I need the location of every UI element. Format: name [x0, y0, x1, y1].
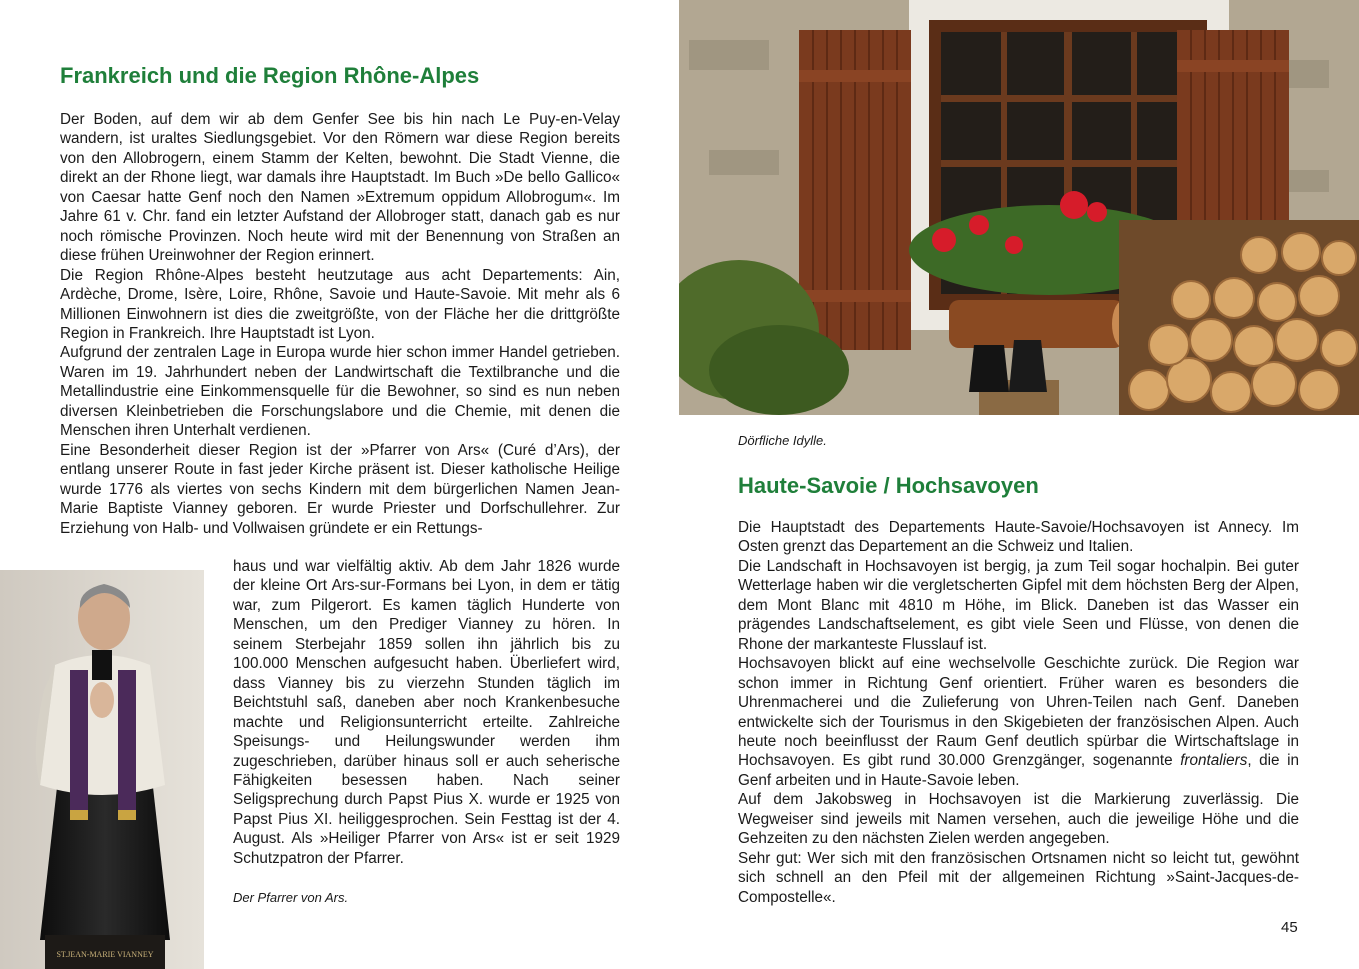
text-run: , die in Genf arbeiten und in Haute-Savoie leben.: [738, 752, 1299, 789]
left-page-title: Frankreich und die Region Rhône-Alpes: [60, 63, 480, 88]
right-body-text: [738, 518, 1299, 907]
paragraph: Die Hauptstadt des Departements Haute-Savoie/Hochsavoyen ist Annecy. Im Osten grenzt das Departement an die Schweiz und Italien.: [738, 519, 1299, 556]
paragraph: [738, 654, 1299, 790]
window-illustration: [679, 0, 1359, 415]
right-page-title: Haute-Savoie / Hochsavoyen: [738, 473, 1039, 498]
statue-plaque-text: ST.JEAN-MARIE VIANNEY: [56, 950, 154, 959]
window-photo: [679, 0, 1359, 415]
left-body-text-wrapped: [233, 557, 620, 868]
paragraph: Eine Besonderheit dieser Region ist der »Pfarrer von Ars« (Curé d’Ars), der entlang unserer Route in fast jeder Kirche präsent ist. Dieser katholische Heilige wurde 1776 als viertes von sechs Kindern mit dem bürgerlichen Namen Jean-Marie Baptiste Vianney geboren. Er wurde Priester und Dorfschullehrer. Zur Erziehung von Halb- und Vollwaisen gründete er ein Rettungs-: [60, 441, 620, 537]
paragraph: Auf dem Jakobsweg in Hochsavoyen ist die Markierung zuverlässig. Die Wegweiser sind jeweils mit Namen versehen, auch die jeweilige Höhe und die Gehzeiten zu den nächsten Zielen werden angegeben.: [738, 791, 1299, 848]
statue-photo: [0, 570, 204, 969]
statue-illustration: [0, 570, 204, 969]
paragraph: haus und war vielfältig aktiv. Ab dem Jahr 1826 wurde der kleine Ort Ars-sur-Formans bei Lyon, in dem er tätig war, zum Pilgerort. Es kamen täglich Hunderte von Menschen, um den Prediger Vianney zu hören. In seinem Sterbejahr 1859 sollen ihn jährlich bis zu 100.000 Menschen aufgesucht haben. Überliefert wird, dass Vianney bis zu vierzehn Stunden täglich im Beichtstuhl saß, daneben aber noch Krankenbesuche machte und Religionsunterricht erteilte. Zahlreiche Speisungs- und Heilungswunder werden ihm zugeschrieben, darüber hinaus soll er auch seherische Fähigkeiten besessen haben. Nach seiner Seligsprechung durch Papst Pius X. wurde er 1925 von Papst Pius XI. heiliggesprochen. Sein Festtag ist der 4. August. Als »Heiliger Pfarrer von Ars« ist er seit 1929 Schutzpatron der Pfarrer.: [233, 558, 620, 867]
paragraph: Die Landschaft in Hochsavoyen ist bergig, ja zum Teil sogar hochalpin. Bei guter Wetterlage haben wir die vergletscherten Gipfel mit dem höchsten Berg der Alpen, dem Mont Blanc mit 4810 m Höhe, im Blick. Daneben ist das Wasser ein prägendes Landschaftselement, es gibt viele Seen und Flüsse, von denen die Rhone der markanteste Flusslauf ist.: [738, 557, 1299, 653]
statue-caption: Der Pfarrer von Ars.: [233, 890, 349, 905]
left-body-text: [60, 110, 620, 538]
window-caption: Dörfliche Idylle.: [738, 433, 827, 448]
text-run-italic: frontaliers: [1180, 752, 1248, 770]
paragraph: Sehr gut: Wer sich mit den französischen Ortsnamen nicht so leicht tut, gewöhnt sich schnell an den Pfeil mit der allgemeinen Richtung »Saint-Jacques-de-Compostelle«.: [738, 849, 1299, 906]
paragraph: Der Boden, auf dem wir ab dem Genfer See bis hin nach Le Puy-en-Velay wandern, ist uraltes Siedlungsgebiet. Vor den Römern war diese Region bereits von den Allobrogern, einem Stamm der Kelten, bewohnt. Die Stadt Vienne, die direkt an der Rhone liegt, war damals ihre Hauptstadt. Im Buch »De bello Gallico« von Caesar hatte Genf noch den Namen »Extremum oppidum Allobrogum«. Im Jahre 61 v. Chr. fand ein letzter Aufstand der Allobroger statt, danach gab es nur noch römische Provinzen. Noch heute wird mit der Benennung von Straßen an diese frühen Ureinwohner der Region erinnert.: [60, 111, 620, 265]
page-number: 45: [1281, 919, 1298, 936]
paragraph: Die Region Rhône-Alpes besteht heutzutage aus acht Departements: Ain, Ardèche, Drome, Isère, Loire, Rhône, Savoie und Haute-Savoie. Mit mehr als 6 Millionen Einwohnern ist dies die zweitgrößte, von der Fläche her die drittgrößte Region in Frankreich. Ihre Hauptstadt ist Lyon.: [60, 266, 620, 342]
paragraph: Aufgrund der zentralen Lage in Europa wurde hier schon immer Handel getrieben. Waren im 19. Jahrhundert neben der Landwirtschaft die Textilbranche und die Metallindustrie eine Einkommensquelle für die Bewohner, so sind es nun neben diversen Kleinbetrieben die Forschungslabore und die Chemie, mit denen die Menschen ihren Unterhalt verdienen.: [60, 344, 620, 440]
text-run: Hochsavoyen blickt auf eine wechselvolle Geschichte zurück. Die Region war schon immer in Richtung Genf orientiert. Früher waren es besonders die Uhrenmacherei und die Zulieferung von Uhren-Teilen nach Genf. Daneben entwickelte sich der Tourismus in den Skigebieten der französischen Alpen. Auch heute noch beeinflusst der Raum Genf deutlich spürbar die Wirtschaftslage in Hochsavoyen. Es gibt rund 30.000 Grenzgänger, sogenannte: [738, 655, 1299, 770]
